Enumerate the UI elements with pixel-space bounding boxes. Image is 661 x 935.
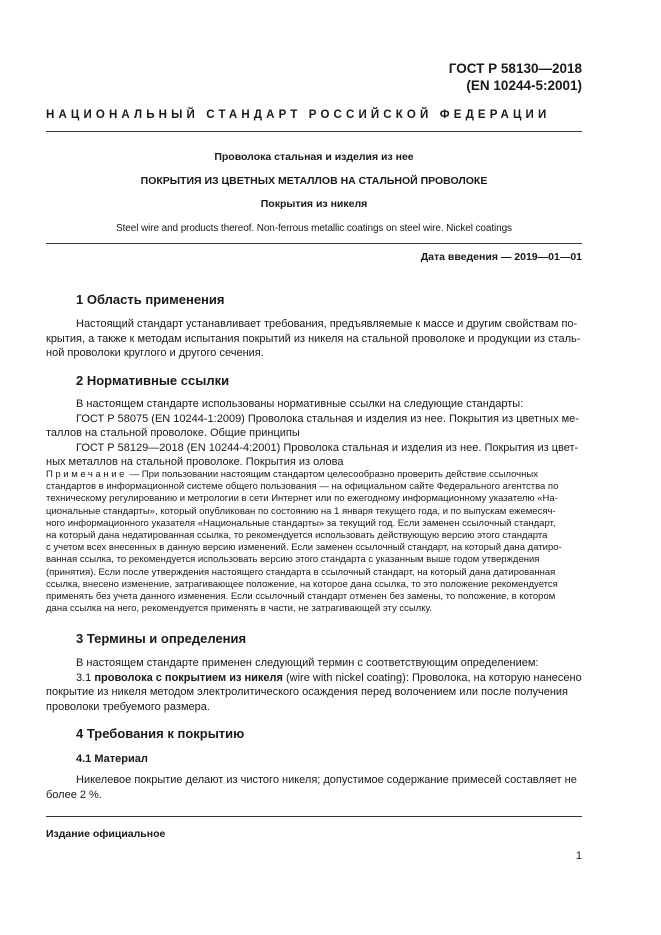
section-4-1-line-1: Никелевое покрытие делают из чистого никеля; допустимое содержание примесей составляет не (76, 774, 577, 786)
reference-2-line-2: ных металлов на стальной проволоке. Покрытия из олова (46, 456, 344, 469)
standard-number: ГОСТ Р 58130—2018 (448, 61, 582, 76)
note-line: применять без учета данного изменения. Если ссылочный стандарт отменен без замены, то положение, в котором (46, 591, 556, 603)
section-4-1-text (46, 773, 582, 802)
note-line: стандартов в информационной системе общего пользования — на официальном сайте Федерального агентства по (46, 481, 559, 493)
standard-number-block (449, 60, 582, 94)
term-definition-line-2: покрытие из никеля методом электролитического осаждения перед волочением или после получения (46, 686, 569, 699)
header-rule (46, 131, 582, 132)
note-line: — При пользовании настоящим стандартом целесообразно проверить действие ссылочных (127, 469, 538, 480)
note-label: Примечание (46, 469, 127, 480)
section-1-heading: 1 Область применения (76, 292, 225, 307)
reference-1-line-1: ГОСТ Р 58075 (EN 10244-1:2009) Проволока стальная и изделия из нее. Покрытия из цветных ме- (76, 412, 579, 425)
title-line-1: Проволока стальная и изделия из нее (214, 151, 414, 163)
term-definition-start: (wire with nickel coating): Проволока, на которую нанесено (282, 671, 582, 684)
note-line: на который дана недатированная ссылка, то рекомендуется использовать действующую версию этого стандарта (46, 530, 548, 542)
note-line: (принятия). Если после утверждения настоящего стандарта в ссылочный стандарт, на который дана датированная (46, 566, 556, 578)
note-line: ссылка, внесено изменение, затрагивающее положение, на которое дана ссылка, то это положение рекомендуется (46, 578, 558, 590)
reference-2-line-1: ГОСТ Р 58129—2018 (EN 10244-4:2001) Проволока стальная и изделия из нее. Покрытия из цвет- (76, 441, 579, 454)
term-number: 3.1 (76, 671, 92, 684)
section-2-note (46, 469, 582, 615)
title-line-2: ПОКРЫТИЯ ИЗ ЦВЕТНЫХ МЕТАЛЛОВ НА СТАЛЬНОЙ ПРОВОЛОКЕ (140, 175, 488, 187)
official-edition-label: Издание официальное (46, 828, 166, 840)
note-line: ного информационного указателя «Национальные стандарты» за текущий год. Если заменен ссылочный стандарт, (46, 517, 556, 529)
national-standard-banner: НАЦИОНАЛЬНЫЙ СТАНДАРТ РОССИЙСКОЙ ФЕДЕРАЦИИ (46, 109, 551, 121)
section-2-text (46, 397, 582, 470)
section-2-intro: В настоящем стандарте использованы нормативные ссылки на следующие стандарты: (76, 398, 524, 410)
footer-rule (46, 816, 582, 817)
section-4-heading: 4 Требования к покрытию (76, 726, 245, 741)
title-english: Steel wire and products thereof. Non-ferrous metallic coatings on steel wire. Nickel coatings (116, 223, 512, 234)
term-name: проволока с покрытием из никеля (94, 671, 283, 684)
term-definition-line-3: проволоки требуемого размера. (46, 700, 210, 713)
note-line: техническому регулированию и метрологии в сети Интернет или по ежегодному информационному указателю «На- (46, 493, 558, 505)
title-rule (46, 243, 582, 244)
note-line: циональные стандарты», который опубликован по состоянию на 1 января текущего года, и по выпускам ежемесяч- (46, 505, 556, 517)
section-1-line-2: крытия, а также к методам испытания покрытий из никеля на стальной проволоке и продукции из сталь- (46, 332, 581, 345)
section-4-1-heading: 4.1 Материал (76, 753, 148, 765)
title-line-3: Покрытия из никеля (260, 198, 368, 210)
page-number: 1 (575, 850, 582, 862)
section-1-line-1: Настоящий стандарт устанавливает требования, предъявляемые к массе и другим свойствам по- (76, 318, 578, 330)
section-1-text (46, 317, 582, 361)
section-4-1-line-2: более 2 %. (46, 788, 102, 801)
section-3-intro: В настоящем стандарте применен следующий термин с соответствующим определением: (76, 657, 539, 669)
section-1-line-3: ной проволоки круглого и другого сечения. (46, 347, 264, 360)
reference-1-line-2: таллов на стальной проволоке. Общие принципы (46, 427, 300, 440)
section-3-text (46, 656, 582, 714)
note-line: с учетом всех внесенных в данную версию изменений. Если заменен ссылочный стандарт, на который дана датиро- (46, 542, 562, 554)
standard-equivalent: (EN 10244-5:2001) (466, 78, 582, 93)
section-3-heading: 3 Термины и определения (76, 631, 247, 646)
note-line: ванная ссылка, то рекомендуется использовать версию этого стандарта с указанным выше годом утверждения (46, 554, 540, 566)
note-line: дана ссылка на него, рекомендуется применять в части, не затрагивающей эту ссылку. (46, 603, 432, 615)
introduction-date: Дата введения — 2019—01—01 (420, 251, 582, 263)
section-2-heading: 2 Нормативные ссылки (76, 373, 230, 388)
